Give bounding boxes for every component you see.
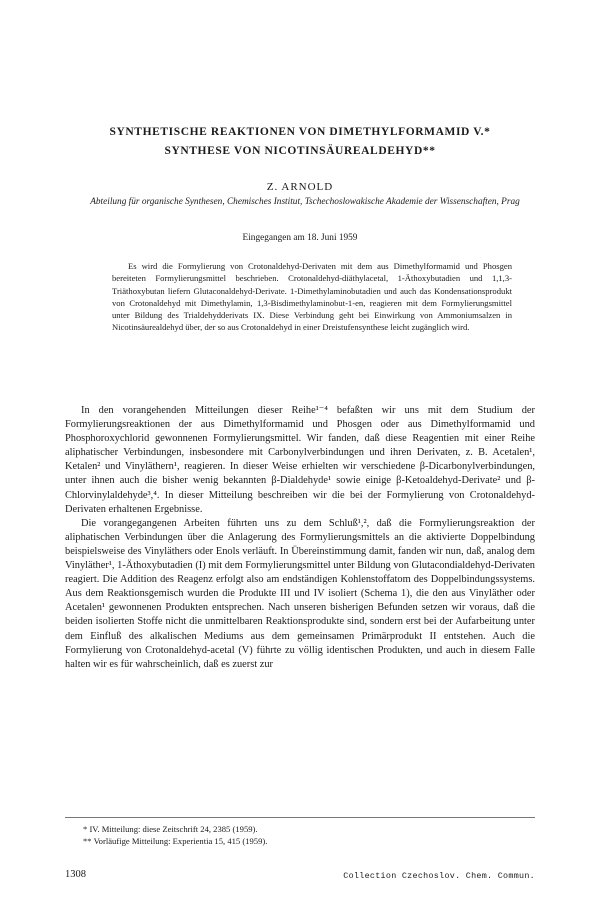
footnote-2: ** Vorläufige Mitteilung: Experientia 15, 415 (1959). <box>83 836 268 846</box>
footnotes <box>65 823 535 847</box>
footnote-rule <box>65 817 535 818</box>
abstract: Es wird die Formylierung von Crotonaldehyd-Derivaten mit dem aus Dimethylformamid und Phosgen bereiteten Formylierungsmittel beschrieben. Crotonaldehyd-diäthylacetal, 1-Äthoxybutadien und 1,1,3-Triäthoxybutan liefern Glutaconaldehyd-Derivate. 1-Dimethylaminobutadien und auch das Kondensationsprodukt von Crotonaldehyd mit Dimethylamin, 1,3-Bisdimethylaminobut-1-en, reagieren mit dem Formylierungsmittel unter Bildung des Trialdehydderivats IX. Diese Verbindung geht bei Einwirkung von Ammoniumsalzen in Nicotinsäurealdehyd über, der so aus Crotonaldehyd in einer Dreistufensynthese leicht zugänglich wird. <box>112 261 512 333</box>
page-number: 1308 <box>65 869 86 880</box>
article-title-line-2: SYNTHESE VON NICOTINSÄUREALDEHYD** <box>164 145 436 157</box>
body-paragraph-1: In den vorangehenden Mitteilungen dieser Reihe¹⁻⁴ befaßten wir uns mit dem Studium der Formylierungsreaktionen der aus Dimethylformamid und Phosgen oder aus Dimethylformamid und Phosphoroxychlorid gewonnenen Formylierungsmittel. Wir fanden, daß diese Reagentien mit einer Reihe aliphatischer Verbindungen, insbesondere mit Carbonylverbindungen und ihren Derivaten, z. B. Acetalen¹, Ketalen² und Vinyläthern¹, reagieren. In dieser Weise erhielten wir verschiedene β-Dicarbonylverbindungen, unter ihnen auch die bisher wenig bekannten β-Dialdehyde¹ sowie einige β-Ketoaldehyd-Derivate² und β-Chlorvinylaldehyde³,⁴. In dieser Mitteilung beschreiben wir die bei der Formylierung von Crotonaldehyd-Derivaten erhaltenen Ergebnisse. <box>65 405 535 515</box>
article-title-line-1: SYNTHETISCHE REAKTIONEN VON DIMETHYLFORMAMID V.* <box>109 126 491 138</box>
author-name: Z. ARNOLD <box>266 181 334 193</box>
author-affiliation: Abteilung für organische Synthesen, Chemisches Institut, Tschechoslowakische Akademie der Wissenschaften, Prag <box>90 197 520 207</box>
body-paragraph-2: Die vorangegangenen Arbeiten führten uns zu dem Schluß¹,², daß die Formylierungsreaktion der aliphatischen Verbindungen über die Anlagerung des Formylierungsmittels an die aktivierte Doppelbindung beispielsweise des Vinyläthers oder Enols verläuft. In Übereinstimmung damit, fanden wir nun, daß, analog dem Vinyläther¹, 1-Äthoxybutadien (I) mit dem Formylierungsmittel unter Bildung von Glutacondialdehyd-Derivaten reagiert. Die Addition des Reagenz erfolgt also am endständigen Kohlenstoffatom des Doppelbindungssystems. Aus dem Reaktionsgemisch wurden die Produkte III und IV isoliert (Schema 1), die den aus Vinyläther oder Acetalen¹ gewonnenen Produkten entsprechen. Nach unseren bisherigen Befunden setzen wir voraus, daß die beiden isolierten Stoffe nicht die unmittelbaren Reaktionsprodukte sind, sondern erst bei der Aufarbeitung unter dem Einfluß des alkalischen Mediums aus dem gemeinsamen Primärprodukt II entstehen. Auch die Formylierung von Crotonaldehyd-acetal (V) führte zu völlig identischen Produkten, und auch in diesem Falle halten wir es für wahrscheinlich, daß es zuerst zur <box>65 517 535 670</box>
received-date: Eingegangen am 18. Juni 1959 <box>242 233 358 243</box>
journal-name: Collection Czechoslov. Chem. Commun. <box>343 871 535 881</box>
footnote-1: * IV. Mitteilung: diese Zeitschrift 24, 2385 (1959). <box>83 824 258 834</box>
article-body <box>65 404 535 672</box>
